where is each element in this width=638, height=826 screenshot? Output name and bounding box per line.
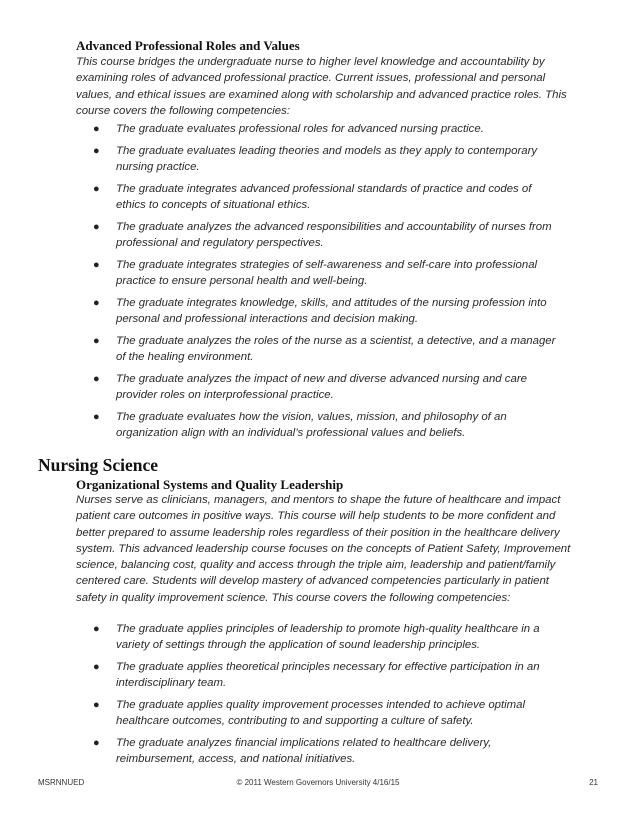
competency-text: The graduate evaluates professional roles for advanced nursing practice. — [116, 123, 484, 135]
bullet-icon: ● — [93, 145, 100, 157]
competency-list-organizational-systems — [76, 621, 562, 767]
competency-text: The graduate applies theoretical principles necessary for effective participation in an interdisciplinary team. — [116, 661, 540, 689]
competency-text: The graduate integrates strategies of self-awareness and self-care into professional practice to ensure personal health and well-being. — [116, 259, 538, 287]
footer-copyright: © 2011 Western Governors University 4/16/15 — [236, 778, 400, 787]
list-item — [76, 659, 562, 691]
bullet-icon: ● — [93, 661, 100, 673]
course-title-organizational-systems: Organizational Systems and Quality Leadership — [76, 477, 344, 492]
list-item — [76, 121, 562, 137]
bullet-icon: ● — [93, 623, 100, 635]
list-item — [76, 735, 562, 767]
competency-text: The graduate applies principles of leadership to promote high-quality healthcare in a variety of settings through the application of sound leadership principles. — [116, 623, 540, 651]
competency-text: The graduate analyzes the roles of the nurse as a scientist, a detective, and a manager of the healing environment. — [116, 335, 556, 363]
section-heading-nursing-science: Nursing Science — [38, 455, 159, 475]
course-title-advanced-professional-roles: Advanced Professional Roles and Values — [76, 38, 300, 53]
competency-text: The graduate analyzes the impact of new and diverse advanced nursing and care provider roles on interprofessional practice. — [116, 373, 527, 401]
list-item — [76, 295, 562, 327]
footer-document-code: MSRNNUED — [38, 778, 85, 787]
list-item — [76, 621, 562, 653]
bullet-icon: ● — [93, 373, 100, 385]
list-item — [76, 143, 562, 175]
bullet-icon: ● — [93, 259, 100, 271]
competency-list-advanced-professional-roles — [76, 121, 562, 441]
page-number: 21 — [589, 778, 598, 787]
bullet-icon: ● — [93, 335, 100, 347]
bullet-icon: ● — [93, 699, 100, 711]
competency-text: The graduate integrates knowledge, skills, and attitudes of the nursing profession into personal and professional interactions and decision making. — [116, 297, 547, 325]
list-item — [76, 219, 562, 251]
competency-text: The graduate evaluates leading theories and models as they apply to contemporary nursing practice. — [116, 145, 538, 173]
list-item — [76, 697, 562, 729]
bullet-icon: ● — [93, 221, 100, 233]
competency-text: The graduate evaluates how the vision, values, mission, and philosophy of an organization align with an individual’s professional values and beliefs. — [116, 411, 507, 439]
list-item — [76, 257, 562, 289]
competency-text: The graduate integrates advanced professional standards of practice and codes of ethics to concepts of situational ethics. — [116, 183, 532, 211]
bullet-icon: ● — [93, 297, 100, 309]
list-item — [76, 333, 562, 365]
bullet-icon: ● — [93, 411, 100, 423]
list-item — [76, 409, 562, 441]
course-description-advanced-professional-roles: This course bridges the undergraduate nurse to higher level knowledge and accountability by examining roles of advanced professional practice. Current issues, professional and personal values, and ethical issues are examined along with scholarship and advanced practice roles. This course covers the following competencies: — [76, 56, 567, 117]
competency-text: The graduate analyzes financial implications related to healthcare delivery, reimbursement, access, and national initiatives. — [116, 737, 492, 765]
competency-text: The graduate applies quality improvement processes intended to achieve optimal healthcare outcomes, contributing to and supporting a culture of safety. — [116, 699, 526, 727]
course-description-organizational-systems: Nurses serve as clinicians, managers, and mentors to shape the future of healthcare and impact patient care outcomes in positive ways. This course will help students to be more confident and better prepared to assume leadership roles regardless of their position in the healthcare delivery system. This advanced leadership course focuses on the concepts of Patient Safety, Improvement science, balancing cost, quality and access through the triple aim, leadership and patient/family centered care. Students will develop mastery of advanced competencies particularly in patient safety in quality improvement science. This course covers the following competencies: — [76, 494, 571, 604]
bullet-icon: ● — [93, 183, 100, 195]
bullet-icon: ● — [93, 737, 100, 749]
competency-text: The graduate analyzes the advanced responsibilities and accountability of nurses from professional and regulatory perspectives. — [116, 221, 552, 249]
page-footer — [38, 778, 598, 792]
list-item — [76, 371, 562, 403]
bullet-icon: ● — [93, 123, 100, 135]
list-item — [76, 181, 562, 213]
